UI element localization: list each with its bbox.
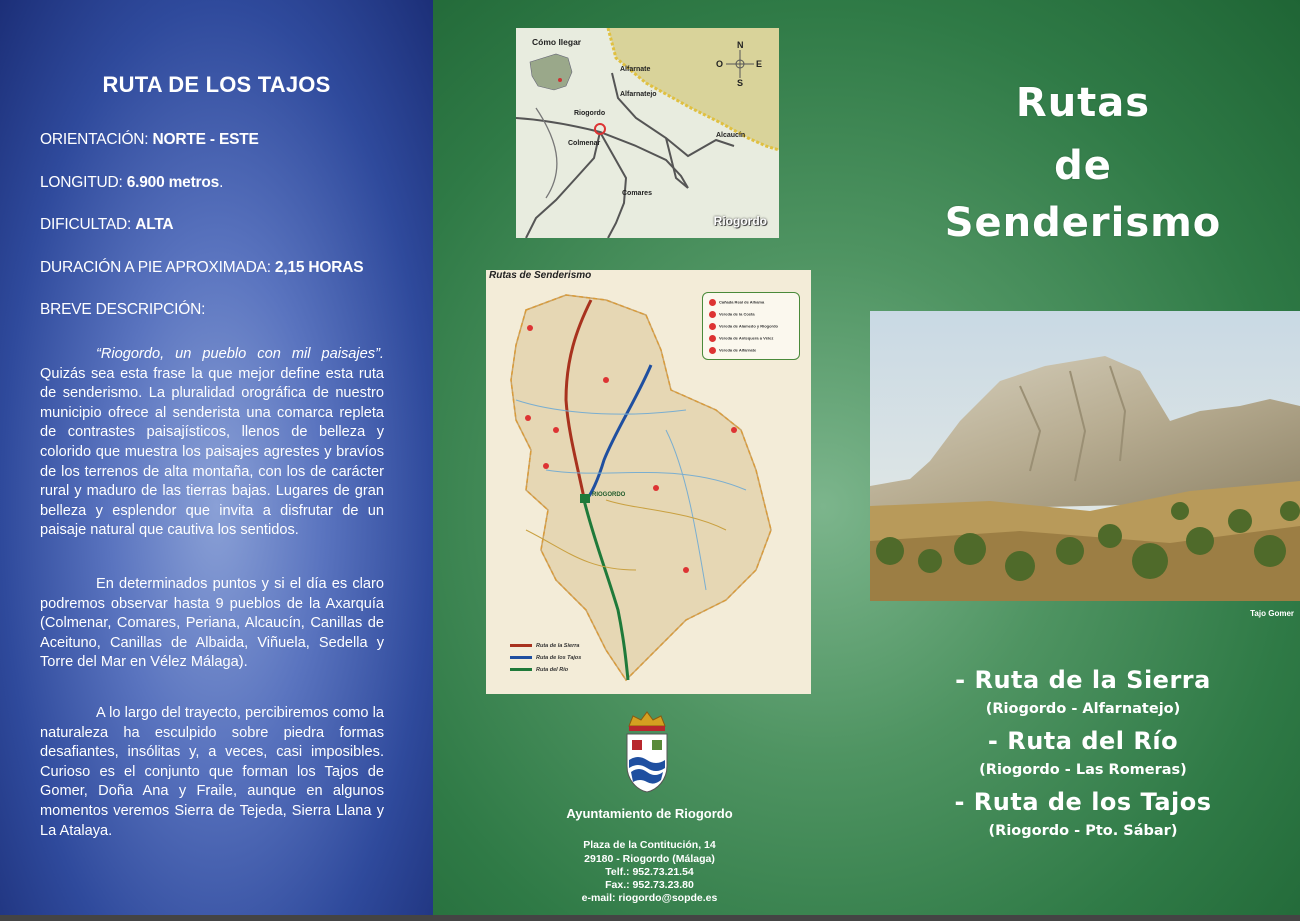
place-colmenar: Colmenar xyxy=(568,140,601,147)
route-key-rio: Ruta del Río xyxy=(510,667,568,673)
description-paragraph-3 xyxy=(40,704,384,841)
route-sub-tajos: (Riogordo - Pto. Sábar) xyxy=(988,823,1178,839)
length-label: LONGITUD: xyxy=(40,174,127,191)
duration-row xyxy=(40,259,363,277)
route-key-sierra: Ruta de la Sierra xyxy=(510,643,579,649)
place-alfarnatejo: Alfarnatejo xyxy=(620,91,657,98)
place-alcaucin: Alcaucín xyxy=(716,132,746,139)
difficulty-row xyxy=(40,216,173,234)
location-map-label: Riogordo xyxy=(713,214,767,228)
email: e-mail: riogordo@sopde.es xyxy=(581,892,718,904)
route-sub-sierra: (Riogordo - Alfarnatejo) xyxy=(985,701,1181,717)
phone: Telf.: 952.73.21.54 xyxy=(605,866,694,878)
route-sub-rio: (Riogordo - Las Romeras) xyxy=(979,762,1187,778)
description-text-1: Quizás sea esta frase la que mejor define esta ruta de senderismo. La pluralidad orográfica de nuestro municipio ofrece al senderista una comarca repleta de contrastes paisajísticos, llenos de belleza y colorido que muestra los paisajes agrestes y bravíos de los terrenos de alta montaña, con los de carácter rural y maduro de las tierras bajas. Lugares de gran belleza y esplendor que invita a disfrutar de un paisaje natural que cautiva los sentidos. xyxy=(40,365,384,539)
address-line-1: Plaza de la Contitución, 14 xyxy=(583,839,716,851)
coat-of-arms-icon xyxy=(623,710,671,794)
legend-item-1: Cañada Real de Alhama xyxy=(709,299,764,306)
length-value: 6.900 metros xyxy=(126,174,220,191)
description-paragraph-1 xyxy=(40,345,384,541)
routes-map-legend xyxy=(702,292,800,360)
description-text-2: En determinados puntos y si el día es claro podremos observar hasta 9 pueblos de la Axarquía (Colmenar, Comares, Periana, Alcaucín, Canillas de Aceituno, Canillas de Albaida, Viñuela, Sedella y Torre del Mar en Vélez Málaga). xyxy=(40,576,384,671)
fax: Fax.: 952.73.23.80 xyxy=(605,879,694,891)
legend-item-5: Vereda de Alfarnate xyxy=(709,347,756,354)
orientation-row xyxy=(40,131,259,149)
municipality-name: Ayuntamiento de Riogordo xyxy=(566,806,733,821)
place-riogordo: Riogordo xyxy=(574,110,606,117)
orientation-value: NORTE - ESTE xyxy=(152,131,259,148)
route-name-sierra: - Ruta de la Sierra xyxy=(955,666,1211,694)
description-text-3: A lo largo del trayecto, percibiremos como la naturaleza ha esculpido sobre piedra formas desafiantes, insólitas y, a veces, casi imposibles. Curioso es el conjunto que forman los Tajos de Gomer, Doña Ana y Fraile, aunque en algunos momentos veremos Sierra de Tejeda, Sierra Llana y La Atalaya. xyxy=(40,705,384,839)
length-suffix: . xyxy=(219,174,224,191)
length-row xyxy=(40,174,223,192)
cover-title-line-3: Senderismo xyxy=(944,200,1222,246)
duration-value: 2,15 HORAS xyxy=(274,259,364,276)
difficulty-value: ALTA xyxy=(135,216,174,233)
location-map xyxy=(516,28,779,238)
compass-n: N xyxy=(737,40,744,50)
route-name-rio: - Ruta del Río xyxy=(987,727,1179,755)
legend-item-2: Vereda de la Costa xyxy=(709,311,755,318)
panel-title: RUTA DE LOS TAJOS xyxy=(102,72,331,97)
compass-e: E xyxy=(756,59,763,69)
place-alfarnate: Alfarnate xyxy=(620,66,651,73)
orientation-label: ORIENTACIÓN: xyxy=(40,131,153,148)
cover-title-line-1: Rutas xyxy=(1015,80,1151,126)
bottom-edge xyxy=(0,915,1300,921)
route-info-panel xyxy=(0,0,433,921)
town-label: RIOGORDO xyxy=(592,492,626,498)
routes-map-title: Rutas de Senderismo xyxy=(489,270,592,281)
place-comares: Comares xyxy=(622,190,652,197)
duration-label: DURACIÓN A PIE APROXIMADA: xyxy=(40,259,275,276)
description-quote: “Riogordo, un pueblo con mil paisajes”. xyxy=(96,346,384,362)
photo-caption: Tajo Gomer xyxy=(1250,609,1294,618)
routes-map xyxy=(486,270,811,694)
compass-s: S xyxy=(737,78,744,88)
route-name-tajos: - Ruta de los Tajos xyxy=(954,788,1212,816)
description-paragraph-2 xyxy=(40,575,384,673)
tajo-gomer-photo xyxy=(870,311,1300,601)
route-key-tajos: Ruta de los Tajos xyxy=(510,655,581,661)
difficulty-label: DIFICULTAD: xyxy=(40,216,136,233)
description-label: BREVE DESCRIPCIÓN: xyxy=(40,301,206,318)
cover-title-line-2: de xyxy=(1054,143,1112,189)
location-map-title: Cómo llegar xyxy=(532,37,582,47)
legend-item-3: Vereda de Alamedo y Riogordo xyxy=(709,323,778,330)
compass-o: O xyxy=(716,59,724,69)
legend-item-4: Vereda de Antequera a Vélez xyxy=(709,335,773,342)
address-line-2: 29180 - Riogordo (Málaga) xyxy=(584,853,715,865)
